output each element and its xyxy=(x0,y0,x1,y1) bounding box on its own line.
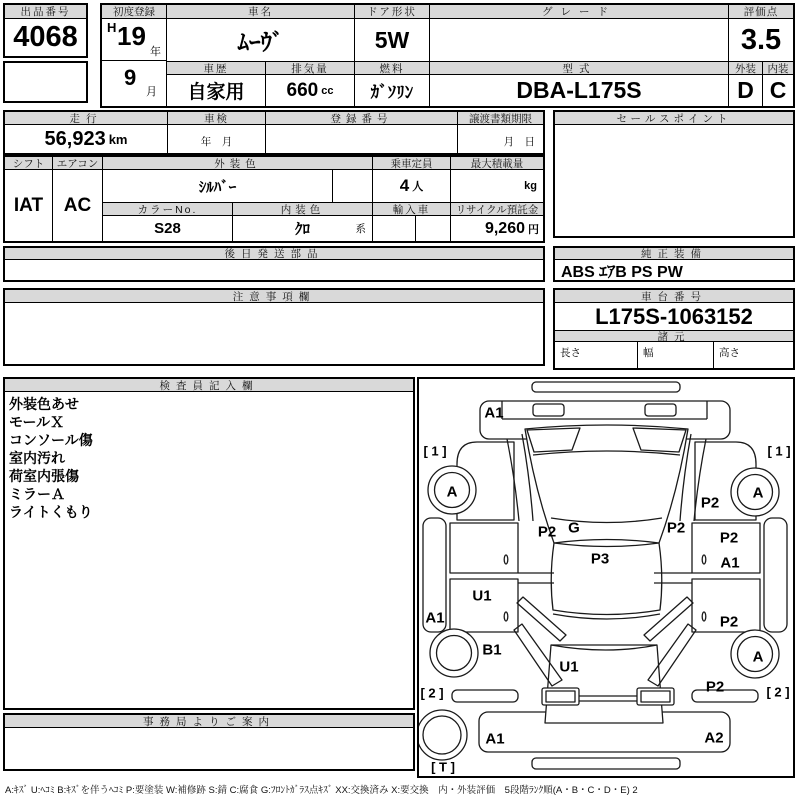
vehicle-header-table xyxy=(100,3,795,108)
first-registration-month xyxy=(102,60,166,106)
mileage-label: 走行 xyxy=(5,112,167,125)
model-code-label: 型式 xyxy=(430,61,728,75)
shaken-label: 車検 xyxy=(167,112,265,125)
spec-width: 幅 xyxy=(637,342,713,368)
grade-label: グレード xyxy=(430,5,728,19)
damage-mark: A1 xyxy=(484,404,504,422)
registration-number-label: 登録番号 xyxy=(265,112,457,125)
interior-grade-value: C xyxy=(762,75,793,106)
year-value: 19 xyxy=(117,21,146,51)
inspector-note-line: 外装色あせ xyxy=(9,396,79,412)
shift-value: IAT xyxy=(13,194,44,216)
grade-value xyxy=(430,19,728,61)
max-load-value xyxy=(450,170,543,202)
car-name-value: ﾑｰｳﾞ xyxy=(237,28,284,55)
damage-mark: A1 xyxy=(425,609,445,627)
car-name-cell xyxy=(167,5,355,106)
chassis-value: L175S-1063152 xyxy=(595,303,753,329)
mileage-value xyxy=(5,125,167,153)
month-value: 9 xyxy=(124,65,137,90)
era-mark: H xyxy=(107,20,117,35)
inspector-note-line: ライトくもり xyxy=(9,504,93,520)
equipment-value: ABS ｴｱB PS PW xyxy=(561,263,683,281)
door-value: 5W xyxy=(374,26,410,53)
mileage-row xyxy=(3,110,545,155)
caution-box xyxy=(3,288,545,366)
damage-mark: A xyxy=(752,484,764,502)
inspector-note-line: コンソール傷 xyxy=(9,432,93,448)
shaken-value: 年 月 xyxy=(167,125,265,153)
mileage-number: 56,923 xyxy=(44,127,106,150)
aircon-label: エアコン xyxy=(52,157,102,170)
displacement-value xyxy=(265,75,354,106)
year-unit: 年 xyxy=(150,46,161,58)
damage-mark: [ 2 ] xyxy=(420,685,444,701)
damage-mark: P2 xyxy=(719,613,739,631)
damage-mark: [ 2 ] xyxy=(766,684,790,700)
transfer-deadline-value: 月 日 xyxy=(457,125,543,153)
later-parts-box xyxy=(3,246,545,282)
damage-mark: P3 xyxy=(590,550,610,568)
damage-mark: P2 xyxy=(700,494,720,512)
first-registration-year xyxy=(102,19,166,59)
inspector-label: 検査員記入欄 xyxy=(5,379,413,392)
office-label: 事務局よりご案内 xyxy=(5,715,413,728)
damage-mark: A xyxy=(752,648,764,666)
capacity-value xyxy=(372,170,450,202)
caution-label: 注意事項欄 xyxy=(5,290,543,303)
chassis-label: 車台番号 xyxy=(555,290,793,303)
inspector-notes xyxy=(9,395,409,706)
import-car-cell-1 xyxy=(372,216,415,241)
capacity-number: 4 xyxy=(399,176,410,195)
interior-color-value xyxy=(232,216,372,241)
interior-color-suffix: 系 xyxy=(355,223,366,235)
exterior-grade-label: 外装 xyxy=(729,61,762,75)
recycle-deposit-value xyxy=(450,216,543,241)
capacity-unit: 人 xyxy=(412,181,424,193)
lot-number-box xyxy=(3,3,88,58)
history-label: 車歴 xyxy=(167,61,265,75)
sales-point-label: セールスポイント xyxy=(555,112,793,125)
caution-value xyxy=(5,303,543,364)
damage-mark: P2 xyxy=(705,678,725,696)
exterior-grade-value: D xyxy=(737,77,754,103)
score-value: 3.5 xyxy=(740,23,782,56)
lot-number-label: 出品番号 xyxy=(5,5,86,19)
interior-color-name: ｸﾛ xyxy=(294,221,310,238)
spec-length: 長さ xyxy=(560,347,581,359)
month-unit: 月 xyxy=(146,86,157,98)
recycle-deposit-unit: 円 xyxy=(528,223,539,236)
fuel-label: 燃料 xyxy=(355,61,429,75)
specs-label: 諸元 xyxy=(555,330,793,342)
damage-marks-layer xyxy=(419,379,793,776)
chassis-box xyxy=(553,288,795,370)
inspector-box xyxy=(3,377,415,710)
first-registration-label: 初度登録 xyxy=(102,5,166,19)
lot-empty-box xyxy=(3,61,88,103)
damage-mark: A1 xyxy=(485,730,505,748)
max-load-label: 最大積載量 xyxy=(450,157,543,170)
later-parts-value xyxy=(5,260,543,280)
sales-point-value xyxy=(555,125,793,236)
exterior-color-label: 外装色 xyxy=(102,157,372,170)
color-block xyxy=(3,155,545,243)
color-no-value: S28 xyxy=(102,216,232,241)
aircon-value: AC xyxy=(52,170,102,241)
lot-number-value: 4068 xyxy=(13,21,78,53)
import-car-label: 輸入車 xyxy=(372,202,450,216)
exterior-color-extra-cell xyxy=(332,170,372,202)
damage-mark: A1 xyxy=(720,554,740,572)
score-cell xyxy=(729,5,793,106)
grade-model-cell xyxy=(430,5,729,106)
door-label: ドア形状 xyxy=(355,5,429,19)
displacement-number: 660 xyxy=(286,79,319,101)
fuel-value: ｶﾞｿﾘﾝ xyxy=(370,83,414,102)
model-code-value: DBA-L175S xyxy=(516,77,642,103)
damage-mark: A xyxy=(446,483,458,501)
damage-mark: P2 xyxy=(537,523,557,541)
damage-mark: B1 xyxy=(482,641,502,659)
first-registration-cell xyxy=(102,5,167,106)
damage-mark: P2 xyxy=(719,529,739,547)
damage-code-legend: A:ｷｽﾞ U:ﾍｺﾐ B:ｷｽﾞを伴うﾍｺﾐ P:要塗装 W:補修跡 S:錆 C:腐食 G:ﾌﾛﾝﾄｶﾞﾗｽ点ｷｽﾞ XX:交換済み X:要交換 内・外装評価 5段階ﾗﾝｸ順(A・B・C・D・E) 2 xyxy=(5,785,638,796)
mileage-unit: km xyxy=(108,131,128,147)
interior-color-label: 内装色 xyxy=(232,202,372,216)
damage-mark: A2 xyxy=(704,729,724,747)
recycle-deposit-number: 9,260 xyxy=(484,219,525,237)
damage-mark: [ T ] xyxy=(431,759,455,775)
equipment-box xyxy=(553,246,795,282)
inspector-note-line: ミラーＡ xyxy=(9,486,65,502)
max-load-unit: kg xyxy=(524,180,537,192)
damage-mark: U1 xyxy=(559,658,579,676)
later-parts-label: 後日発送部品 xyxy=(5,248,543,260)
inspector-note-line: モールＸ xyxy=(9,414,65,430)
score-label: 評価点 xyxy=(729,5,793,19)
damage-mark: U1 xyxy=(472,587,492,605)
office-value xyxy=(5,728,413,769)
color-no-label: カラーNo. xyxy=(102,202,232,216)
damage-diagram xyxy=(417,377,795,778)
damage-mark: P2 xyxy=(666,519,686,537)
door-fuel-cell xyxy=(355,5,430,106)
capacity-label: 乗車定員 xyxy=(372,157,450,170)
damage-mark: G xyxy=(568,519,580,537)
car-name-label: 車名 xyxy=(167,5,354,19)
shift-label: シフト xyxy=(5,157,52,170)
displacement-label: 排気量 xyxy=(265,61,354,75)
inspector-note-line: 室内汚れ xyxy=(9,450,65,466)
import-car-cell-2 xyxy=(415,216,450,241)
displacement-unit: cc xyxy=(321,84,334,97)
spec-height: 高さ xyxy=(713,342,793,368)
inspector-note-line: 荷室内張傷 xyxy=(9,468,79,484)
transfer-deadline-label: 譲渡書類期限 xyxy=(457,112,543,125)
equipment-label: 純正装備 xyxy=(555,248,793,260)
recycle-deposit-label: リサイクル預託金 xyxy=(450,202,543,216)
damage-mark: [ 1 ] xyxy=(767,443,791,459)
history-value: 自家用 xyxy=(187,82,245,103)
registration-number-value xyxy=(265,125,457,153)
interior-grade-label: 内装 xyxy=(762,61,793,75)
sales-point-box xyxy=(553,110,795,238)
exterior-color-value: ｼﾙﾊﾞｰ xyxy=(102,170,332,202)
damage-mark: [ 1 ] xyxy=(423,443,447,459)
office-box xyxy=(3,713,415,771)
